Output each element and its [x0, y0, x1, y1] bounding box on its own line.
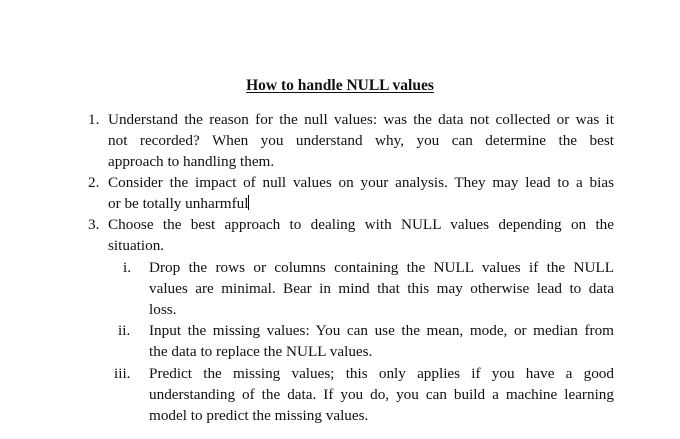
list-item-text-line — [108, 193, 249, 214]
sub-list-item-text-line: Drop the rows or columns containing the NULL values if the NULL — [149, 259, 614, 276]
list-item-text: or be totally unharmful — [108, 195, 249, 212]
list-item-text-line: not recorded? When you understand why, you can determine the best — [108, 132, 614, 149]
sub-list-item-numeral: i. — [123, 259, 132, 276]
list-item-number: 1. — [88, 111, 100, 128]
list-item-text-line: Consider the impact of null values on your analysis. They may lead to a bias — [108, 174, 614, 191]
sub-list-item-text-line: Predict the missing values; this only applies if you have a good — [149, 365, 614, 382]
sub-list-item-text-line: loss. — [149, 301, 177, 318]
sub-list-item-text-line: Input the missing values: You can use the mean, mode, or median from — [149, 322, 614, 339]
document-title: How to handle NULL values — [246, 77, 434, 94]
sub-list-item-numeral: ii. — [118, 322, 131, 339]
sub-list-item-text-line: model to predict the missing values. — [149, 407, 369, 424]
sub-list-item-numeral: iii. — [114, 365, 131, 382]
sub-list-item-text-line: the data to replace the NULL values. — [149, 343, 373, 360]
list-item-number: 3. — [88, 216, 100, 233]
sub-list-item-text-line: values are minimal. Bear in mind that this may otherwise lead to data — [149, 280, 614, 297]
sub-list-item-text-line: understanding of the data. If you do, you can build a machine learning — [149, 386, 614, 403]
list-item-text-line: approach to handling them. — [108, 153, 275, 170]
list-item-text-line: Understand the reason for the null values: was the data not collected or was it — [108, 111, 614, 128]
text-cursor — [248, 195, 249, 210]
list-item-text-line: situation. — [108, 237, 165, 254]
list-item-number: 2. — [88, 174, 100, 191]
list-item-text-line: Choose the best approach to dealing with NULL values depending on the — [108, 216, 614, 233]
